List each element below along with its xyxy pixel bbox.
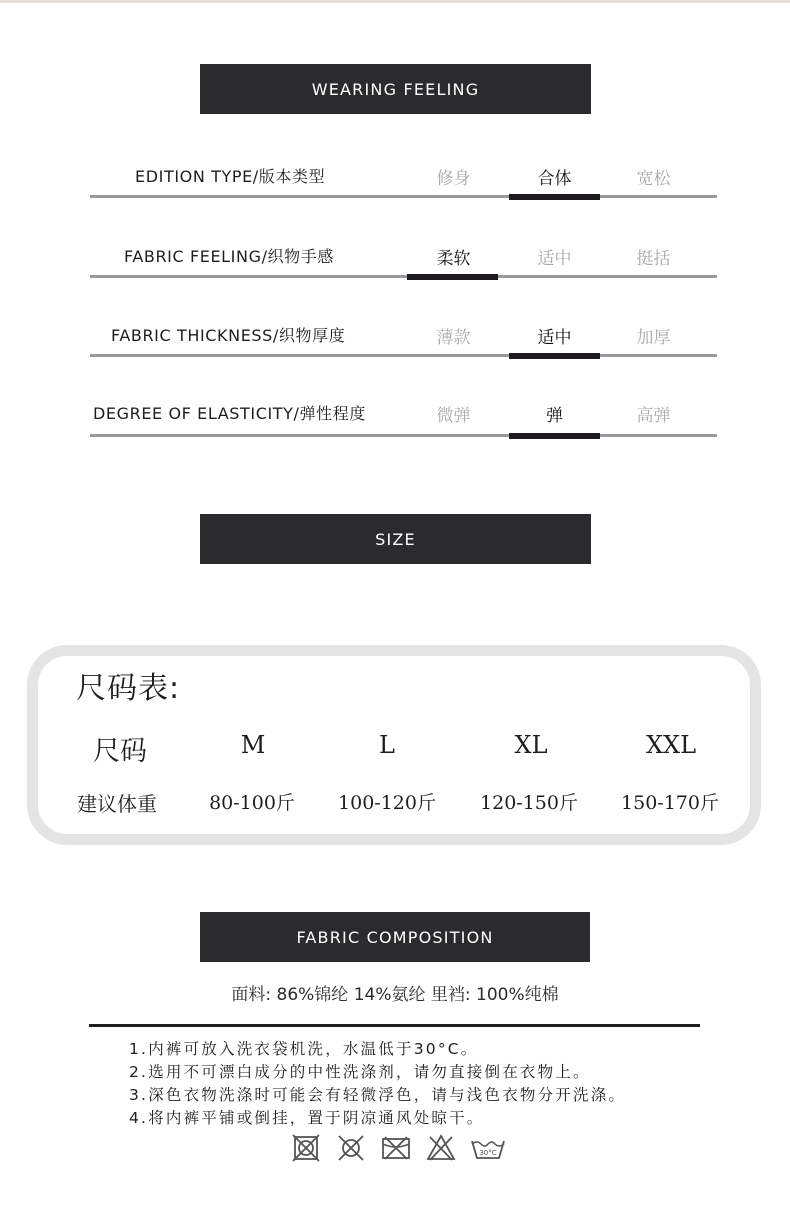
selection-indicator	[509, 353, 600, 359]
option-thin: 薄款	[436, 328, 471, 348]
care-icons	[290, 1132, 506, 1164]
selection-indicator	[407, 274, 498, 280]
section-title: SIZE	[375, 529, 416, 549]
size-xxl: XXL	[645, 731, 697, 759]
no-iron-icon	[380, 1132, 412, 1164]
section-title: WEARING FEELING	[311, 79, 480, 99]
attribute-label: FABRIC FEELING/织物手感	[124, 247, 334, 266]
selection-indicator	[509, 194, 600, 200]
weight-l: 100-120斤	[338, 792, 436, 814]
size-l: L	[379, 731, 395, 759]
option-regular-selected: 合体	[537, 169, 572, 189]
option-stretch-selected: 弹	[546, 406, 563, 426]
attribute-label: DEGREE OF ELASTICITY/弹性程度	[93, 404, 366, 423]
size-m: M	[240, 731, 266, 759]
weight-row-label: 建议体重	[77, 792, 157, 816]
size-chart-title: 尺码表:	[76, 671, 181, 706]
wash-30-icon	[470, 1132, 506, 1164]
option-high-stretch: 高弹	[636, 406, 671, 426]
fabric-composition-text: 面料: 86%锦纶 14%氨纶 里裆: 100%纯棉	[231, 985, 559, 1005]
option-medium: 适中	[537, 249, 572, 269]
care-instruction-2: 2.选用不可漂白成分的中性洗涤剂，请勿直接倒在衣物上。	[129, 1063, 591, 1081]
selection-indicator	[509, 433, 600, 439]
size-xl: XL	[514, 731, 548, 759]
option-soft-selected: 柔软	[436, 249, 471, 269]
no-bleach-icon	[335, 1132, 367, 1164]
attribute-scale-line	[90, 434, 717, 437]
weight-xxl: 150-170斤	[621, 792, 719, 814]
wash-temp-label: 30°C	[479, 1149, 497, 1157]
attribute-scale-line	[90, 275, 717, 278]
option-stiff: 挺括	[636, 249, 671, 269]
attribute-scale-line	[90, 195, 717, 198]
no-dry-clean-icon	[425, 1132, 457, 1164]
attribute-scale-line	[90, 354, 717, 357]
attribute-label: FABRIC THICKNESS/织物厚度	[111, 326, 346, 345]
section-banner-fabric-composition	[200, 912, 590, 962]
option-slight-stretch: 微弹	[436, 406, 471, 426]
weight-xl: 120-150斤	[480, 792, 578, 814]
no-tumble-dry-icon	[290, 1132, 322, 1164]
option-medium-selected: 适中	[537, 328, 572, 348]
top-divider	[0, 0, 790, 3]
care-instruction-3: 3.深色衣物洗涤时可能会有轻微浮色，请与浅色衣物分开洗涤。	[129, 1086, 627, 1104]
attribute-label: EDITION TYPE/版本类型	[135, 167, 326, 186]
care-divider	[89, 1024, 700, 1027]
section-banner-size	[200, 514, 591, 564]
section-banner-wearing-feeling	[200, 64, 591, 114]
weight-m: 80-100斤	[209, 792, 295, 814]
option-loose: 宽松	[636, 169, 671, 189]
care-instruction-4: 4.将内裤平铺或倒挂，置于阴凉通风处晾干。	[129, 1109, 485, 1127]
size-row-label: 尺码	[93, 736, 147, 767]
section-title: FABRIC COMPOSITION	[296, 927, 494, 947]
option-thick: 加厚	[636, 328, 671, 348]
care-instruction-1: 1.内裤可放入洗衣袋机洗，水温低于30°C。	[129, 1040, 479, 1058]
option-slim: 修身	[436, 169, 471, 189]
